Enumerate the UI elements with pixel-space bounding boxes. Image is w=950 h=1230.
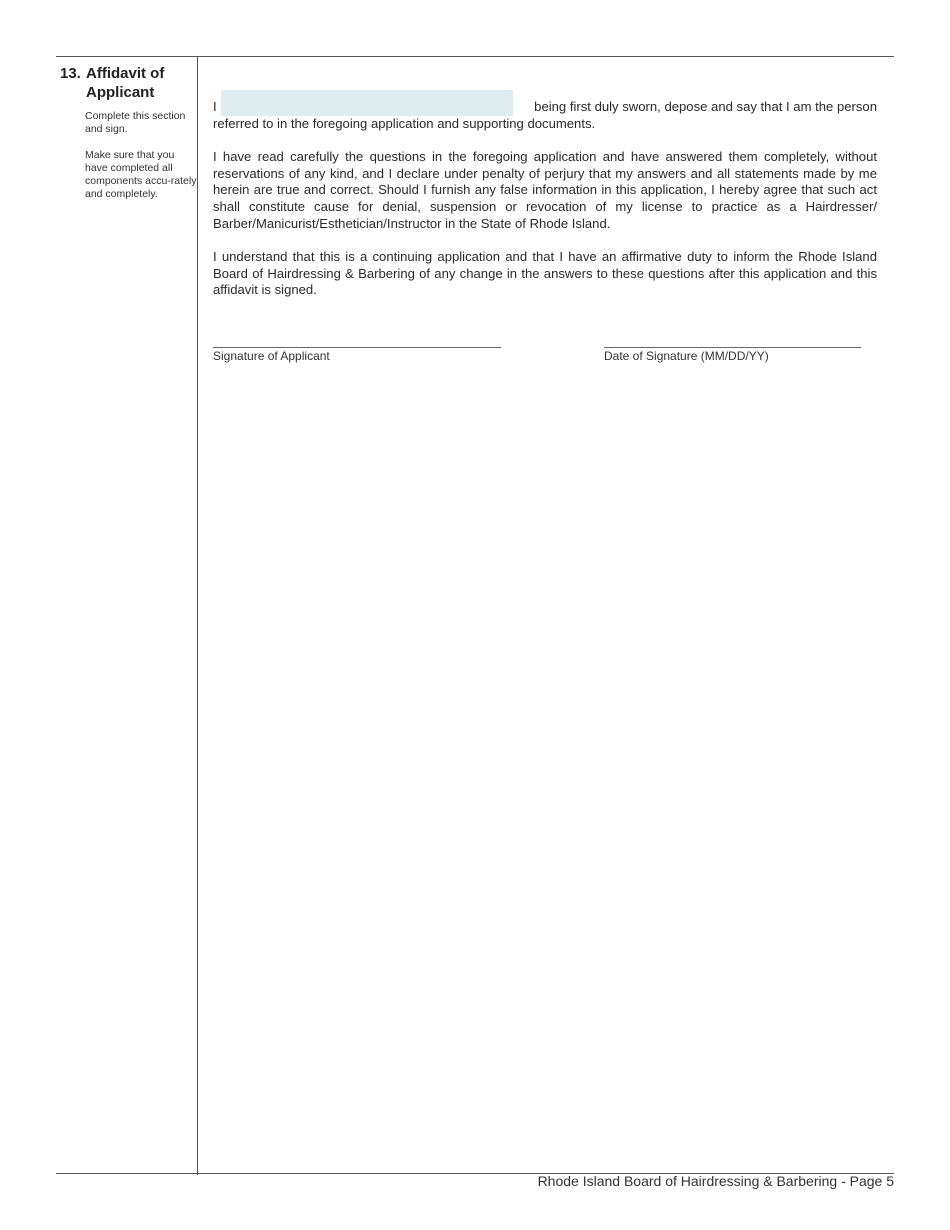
page-footer: Rhode Island Board of Hairdressing & Barbering - Page 5 [537,1173,894,1189]
oath-prefix: I [213,99,217,115]
top-divider [56,56,894,57]
date-label: Date of Signature (MM/DD/YY) [604,349,769,363]
applicant-signature-field[interactable] [213,347,501,363]
oath-line2-text: referred to in the foregoing application and supporting documents. [213,116,596,131]
section-number: 13. [60,65,81,82]
instruction-complete: Complete this section and sign. [85,110,186,135]
affidavit-oath-paragraph [213,90,877,133]
section-title: Affidavit of Applicant [86,65,165,101]
continuing-duty-paragraph: I understand that this is a continuing application and that I have an affirmative duty to inform the Rhode Island Board of Hairdressing & Barbering of any change in the answers to these questions after this application and this affidavit is signed. [213,248,877,298]
signature-label: Signature of Applicant [213,349,330,363]
signature-date-field[interactable] [604,347,861,363]
oath-line1-text: being first duly sworn, depose and say that I am the person [534,99,877,115]
affidavit-body [213,90,877,299]
instruction-accuracy: Make sure that you have completed all components accu-rately and completely. [85,149,197,200]
applicant-name-field[interactable] [221,90,513,116]
column-divider [197,56,198,1175]
date-line [604,347,861,348]
declaration-paragraph: I have read carefully the questions in the foregoing application and have answered them completely, without reservations of any kind, and I declare under penalty of perjury that my answers and all statements made by me herein are true and correct. Should I furnish any false information in this application, I hereby agree that such act shall constitute cause for denial, suspension or revocation of my license to practice as a Hairdresser/ Barber/Manicurist/Esthetician/Instructor in the State of Rhode Island. [213,148,877,231]
signature-line [213,347,501,348]
